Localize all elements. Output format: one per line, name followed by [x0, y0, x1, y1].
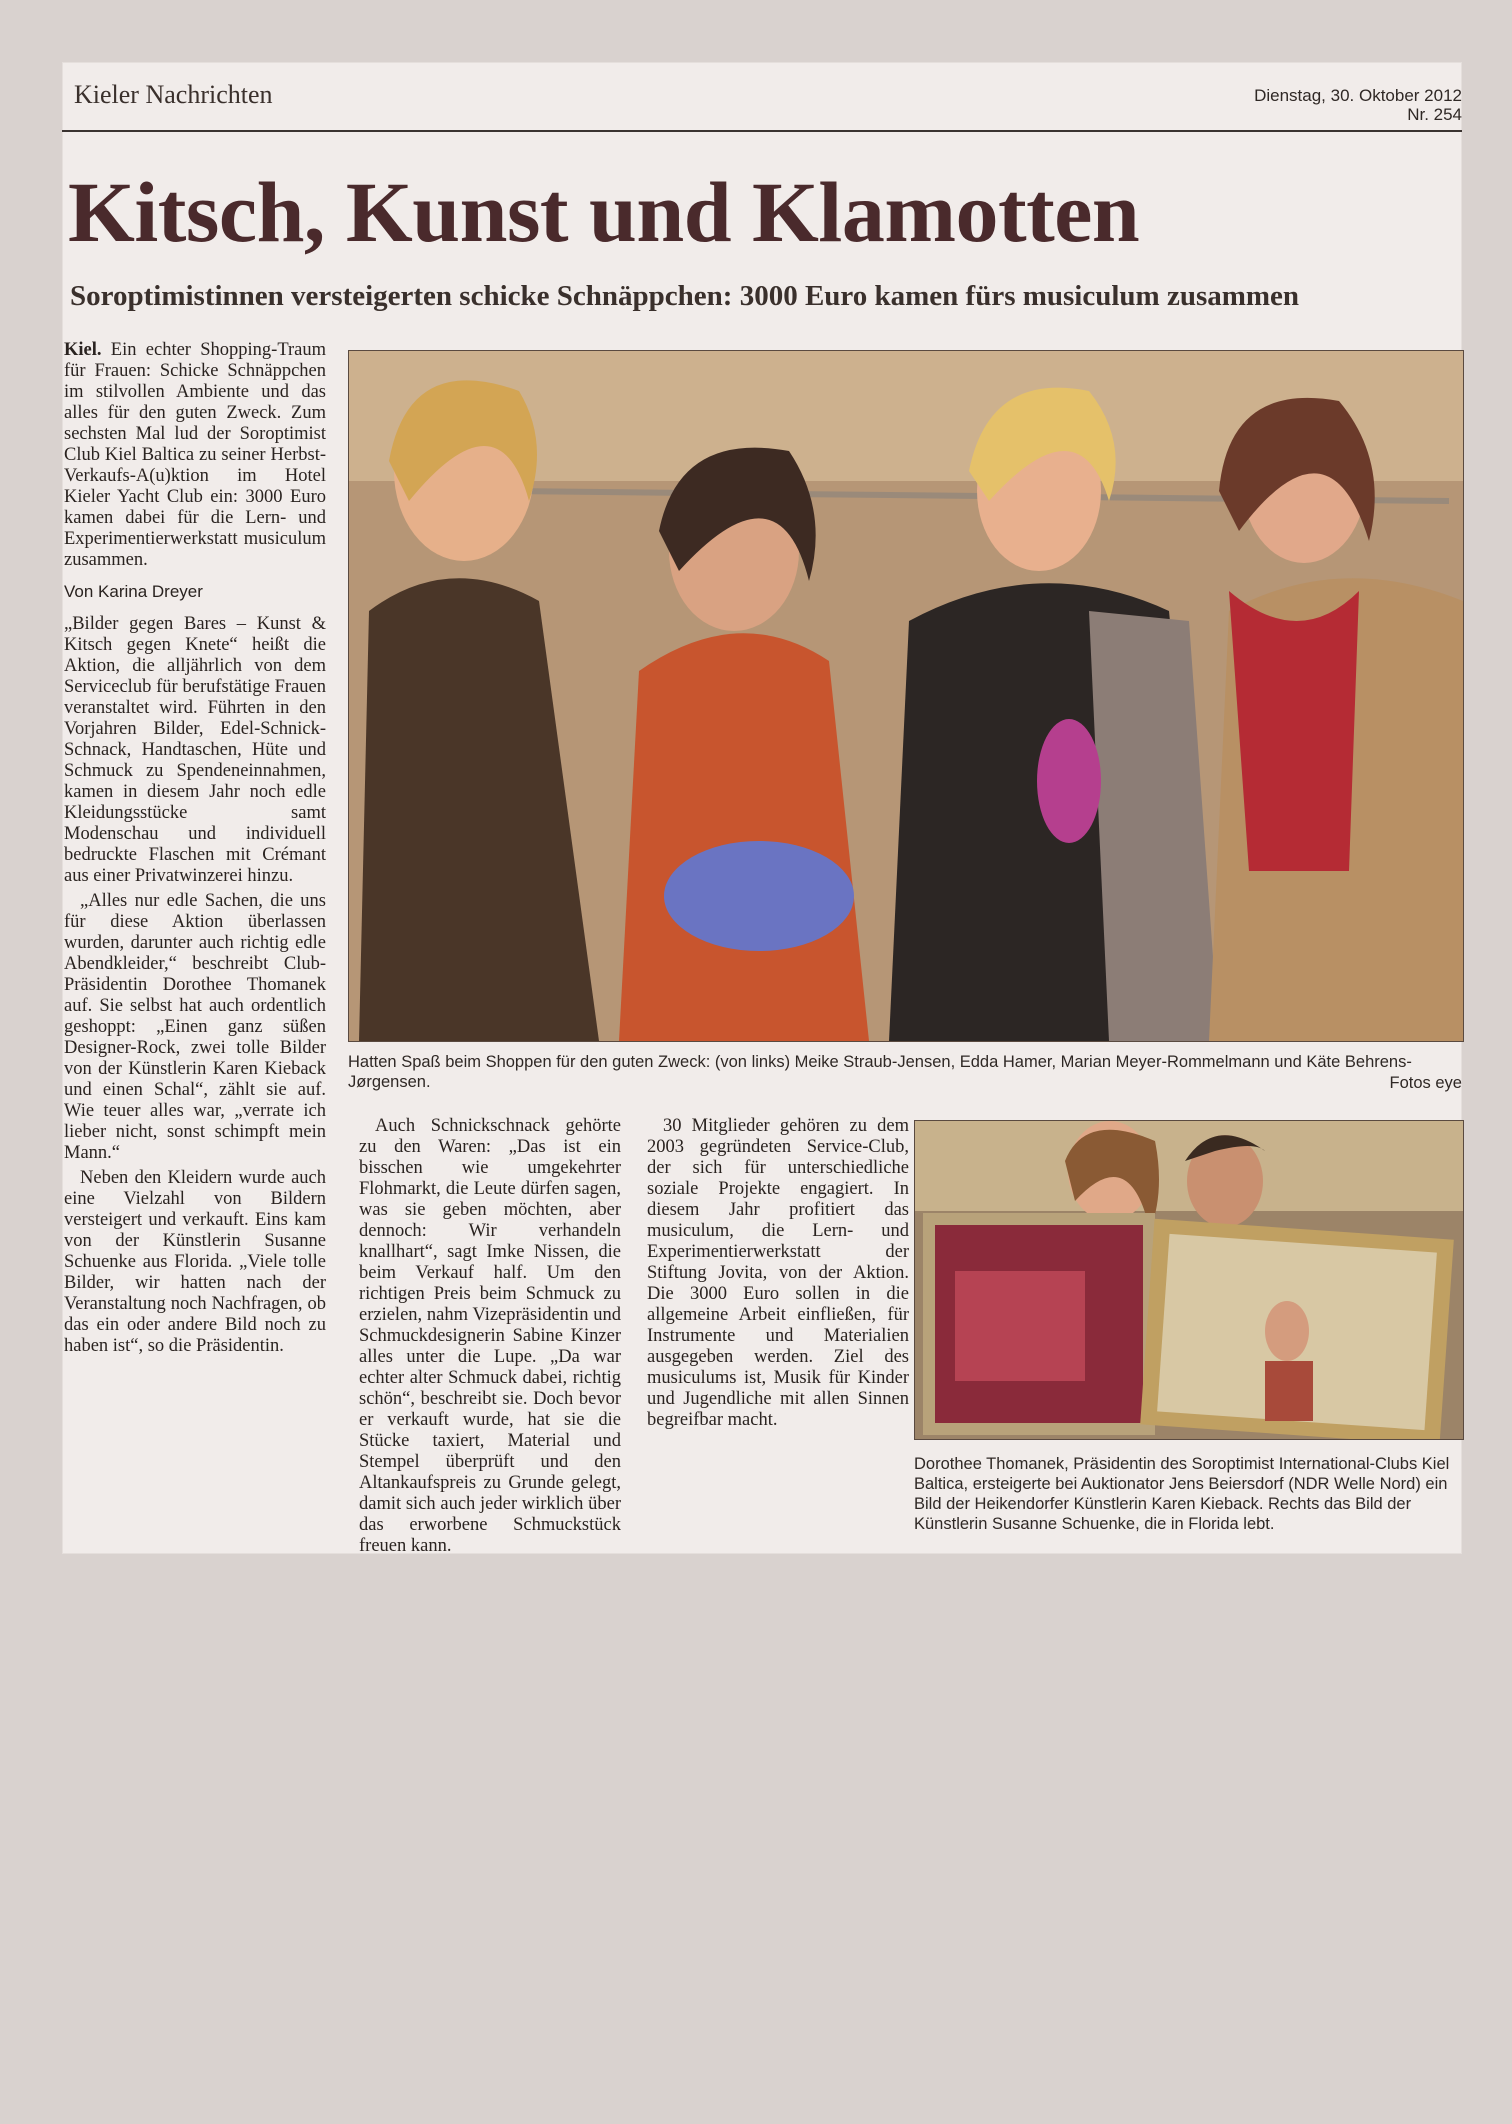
- lead-text: Ein echter Shopping-Traum für Frauen: Schicke Schnäppchen im stilvollen Ambiente und das alles für den guten Zweck. Zum sechsten Mal lud der Soroptimist Club Kiel Baltica zu seiner Herbst-Verkaufs-A(u)ktion im Hotel Kieler Yacht Club ein: 3000 Euro kamen dabei für die Lern- und Experimentierwerkstatt musiculum zusammen.: [64, 340, 326, 570]
- auction-photo: [914, 1120, 1464, 1440]
- header-rule: [62, 130, 1462, 132]
- group-photo-illustration: [349, 351, 1463, 1041]
- paragraph-5: 30 Mitglieder gehören zu dem 2003 gegründeten Service-Club, der sich für unterschiedliche soziale Projekte engagiert. In diesem Jahr profitiert das musiculum, die Lern- und Experimentierwerkstatt der Stiftung Jovita, von der Aktion. Die 3000 Euro sollen in die allgemeine Arbeit einfließen, für Instrumente und Materialien ausgegeben werden. Ziel des musiculums ist, Musik für Kinder und Jugendliche mit allen Sinnen begreifbar macht.: [647, 1116, 909, 1430]
- paragraph-1: „Bilder gegen Bares – Kunst & Kitsch gegen Knete“ heißt die Aktion, die alljährlich von dem Serviceclub für berufstätige Frauen veranstaltet wird. Führten in den Vorjahren Bilder, Edel-Schnick-Schnack, Handtaschen, Hüte und Schmuck zu Spendeneinnahmen, kamen in diesem Jahr noch edle Kleidungsstücke samt Modenschau und individuell bedruckte Flaschen mit Crémant aus einer Privatwinzerei hinzu.: [64, 614, 326, 886]
- article-subheadline: Soroptimistinnen versteigerten schicke Schnäppchen: 3000 Euro kamen fürs musiculum zusammen: [70, 280, 1300, 312]
- newspaper-page: [62, 62, 1462, 1554]
- group-photo-caption: Hatten Spaß beim Shoppen für den guten Zweck: (von links) Meike Straub-Jensen, Edda Hamer, Marian Meyer-Rommelmann und Käte Behrens-Jørgensen.: [348, 1053, 1412, 1091]
- auction-photo-caption: Dorothee Thomanek, Präsidentin des Soroptimist International-Clubs Kiel Baltica, ersteigerte bei Auktionator Jens Beiersdorf (NDR Welle Nord) ein Bild der Heikendorfer Künstlerin Karen Kieback. Rechts das Bild der Künstlerin Susanne Schuenke, die in Florida lebt.: [914, 1455, 1450, 1533]
- issue-date: Dienstag, 30. Oktober 2012: [1254, 86, 1462, 105]
- group-photo: [348, 350, 1464, 1042]
- lead-place: Kiel.: [64, 340, 102, 360]
- article-column-2: [359, 1116, 621, 1561]
- issue-date-block: [1254, 86, 1462, 124]
- auction-photo-illustration: [915, 1121, 1463, 1439]
- paragraph-2: „Alles nur edle Sachen, die uns für diese Aktion überlassen wurden, darunter auch richtig edle Abendkleider,“ beschreibt Club-Präsidentin Dorothee Thomanek auf. Sie selbst hat auch ordentlich geshoppt: „Einen ganz süßen Designer-Rock, zwei tolle Bilder von der Künstlerin Karen Kieback und einen Schal“, zählt sie auf. Wie teuer alles war, „verrate ich lieber nicht, sonst schimpft mein Mann.“: [64, 891, 326, 1163]
- photo-credit: Fotos eye: [1389, 1074, 1462, 1092]
- article-headline: Kitsch, Kunst und Klamotten: [68, 164, 1140, 260]
- paragraph-4: Auch Schnickschnack gehörte zu den Waren: „Das ist ein bisschen wie umgekehrter Flohmarkt, die Leute dürfen sagen, was sie geben möchten, aber dennoch: Wir verhandeln knallhart“, sagt Imke Nissen, die beim Verkauf half. Um den richtigen Preis beim Schmuck zu erzielen, nahm Vizepräsidentin und Schmuckdesignerin Sabine Kinzer alles unter die Lupe. „Da war echter alter Schmuck dabei, richtig schön“, beschreibt sie. Doch bevor er verkauft wurde, hat sie die Stücke taxiert, Material und Stempel überprüft und den Altankaufspreis zu Grunde gelegt, damit sich auch jeder wirklich über das erworbene Schmuckstück freuen kann.: [359, 1116, 621, 1556]
- issue-number: Nr. 254: [1407, 105, 1462, 124]
- article-column-1: [64, 340, 326, 1361]
- paragraph-3: Neben den Kleidern wurde auch eine Vielzahl von Bildern versteigert und verkauft. Eins kam von der Künstlerin Susanne Schuenke aus Florida. „Viele tolle Bilder, wir hatten nach der Veranstaltung noch Nachfragen, ob das ein oder andere Bild noch zu haben ist“, so die Präsidentin.: [64, 1168, 326, 1356]
- newspaper-name: Kieler Nachrichten: [74, 80, 273, 109]
- article-lead: [64, 340, 326, 571]
- byline: Von Karina Dreyer: [64, 582, 203, 601]
- article-column-3: [647, 1116, 909, 1435]
